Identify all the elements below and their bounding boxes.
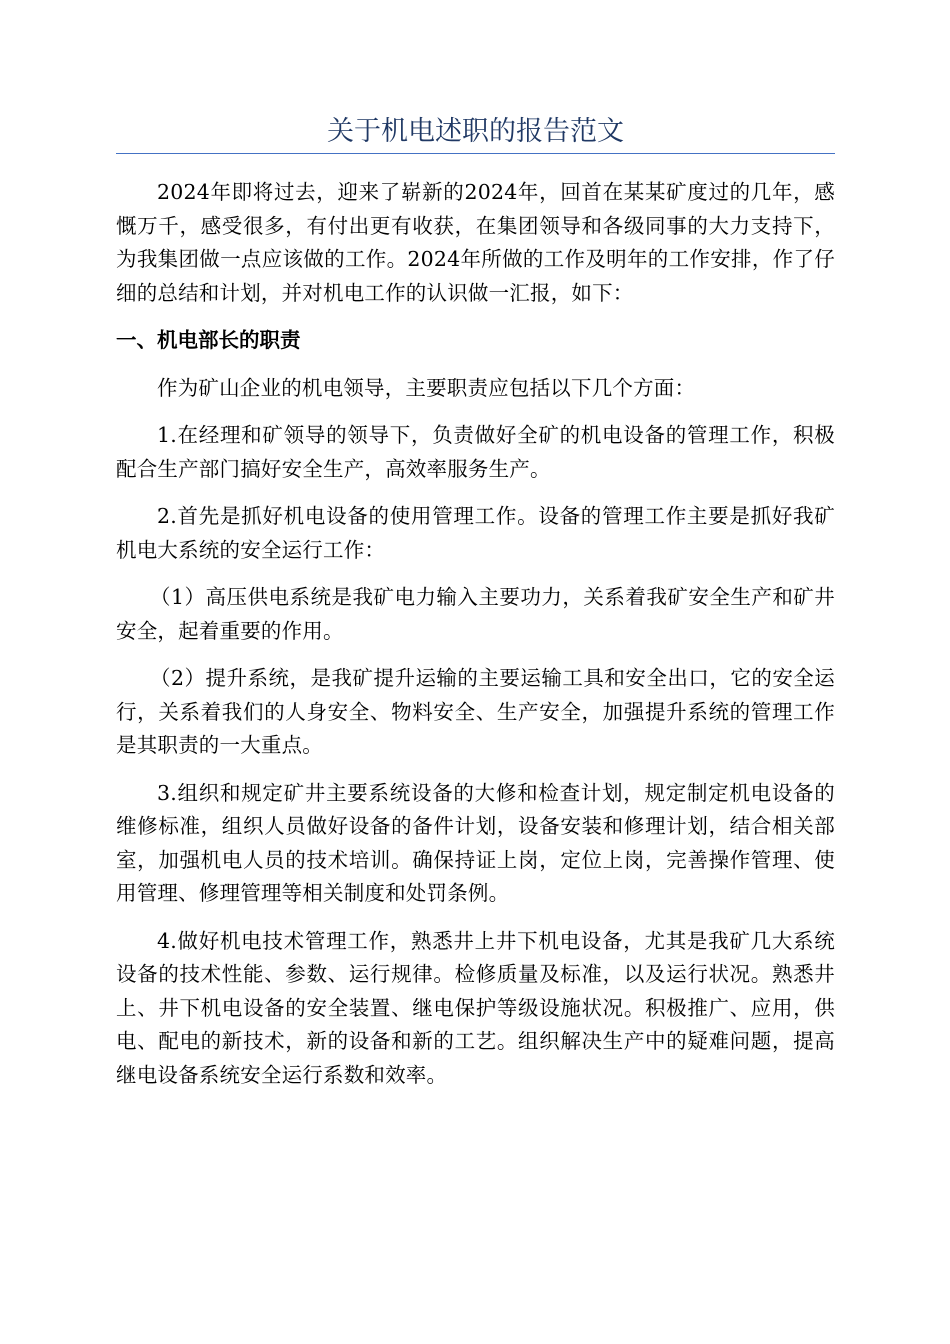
- duty-item-3: 3.组织和规定矿井主要系统设备的大修和检查计划，规定制定机电设备的维修标准，组织人员做好设备的备件计划，设备安装和修理计划，结合相关部室，加强机电人员的技术培训。确保持证上岗，定位上岗，完善操作管理、使用管理、修理管理等相关制度和处罚条例。: [116, 780, 835, 905]
- document-title: 关于机电述职的报告范文: [327, 116, 624, 147]
- intro-paragraph: 2024年即将过去，迎来了崭新的2024年，回首在某某矿度过的几年，感慨万千，感受很多，有付出更有收获，在集团领导和各级同事的大力支持下，为我集团做一点应该做的工作。2024年所做的工作及明年的工作安排，作了仔细的总结和计划，并对机电工作的认识做一汇报，如下：: [116, 180, 835, 305]
- duty-item-4: 4.做好机电技术管理工作，熟悉井上井下机电设备，尤其是我矿几大系统设备的技术性能、参数、运行规律。检修质量及标准，以及运行状况。熟悉井上、井下机电设备的安全装置、继电保护等级设施状况。积极推广、应用，供电、配电的新技术，新的设备和新的工艺。组织解决生产中的疑难问题，提高继电设备系统安全运行系数和效率。: [116, 928, 835, 1087]
- duties-lead-paragraph: 作为矿山企业的机电领导，主要职责应包括以下几个方面：: [157, 375, 696, 400]
- duty-item-2-sub-1: （1）高压供电系统是我矿电力输入主要功力，关系着我矿安全生产和矿井安全，起着重要的作用。: [116, 585, 835, 643]
- duty-item-2-sub-2: （2）提升系统，是我矿提升运输的主要运输工具和安全出口，它的安全运行，关系着我们的人身安全、物料安全、生产安全，加强提升系统的管理工作是其职责的一大重点。: [116, 666, 835, 757]
- section-heading-duties: 一、机电部长的职责: [116, 328, 301, 352]
- document-body: [116, 176, 835, 1106]
- duty-item-1: 1.在经理和矿领导的领导下，负责做好全矿的机电设备的管理工作，积极配合生产部门搞好安全生产，高效率服务生产。: [116, 423, 835, 481]
- title-underline: [116, 153, 835, 154]
- duty-item-2: 2.首先是抓好机电设备的使用管理工作。设备的管理工作主要是抓好我矿机电大系统的安全运行工作：: [116, 504, 835, 562]
